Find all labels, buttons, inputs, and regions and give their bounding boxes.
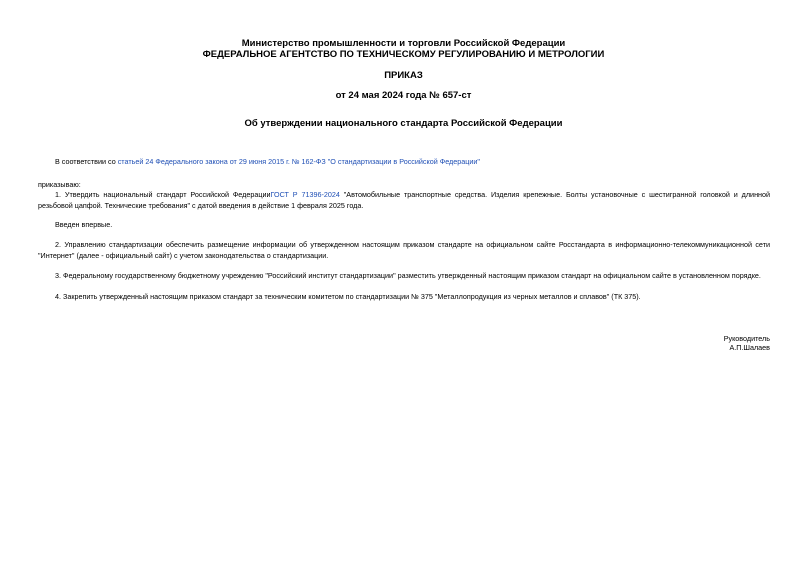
item-1-suffix: "Автомобильные транспортные средства. Изделия крепежные. Болты установочные с шестигранной головкой и длинной резьбовой цапфой. Технические требования" с датой введения в действие 1 февраля 2025 года. xyxy=(38,190,771,210)
item-1-paragraph xyxy=(38,189,770,211)
document-title: Об утверждении национального стандарта Российской Федерации xyxy=(244,118,563,129)
doc-date-number: от 24 мая 2024 года № 657-ст xyxy=(335,90,472,101)
item-4-paragraph: 4. Закрепить утвержденный настоящим приказом стандарт за техническим комитетом по стандартизации № 375 "Металлопродукция из черных металлов и сплавов" (ТК 375). xyxy=(55,292,641,301)
item-1-prefix: 1. Утвердить национальный стандарт Российской Федерации xyxy=(55,190,271,199)
signature-name: А.П.Шалаев xyxy=(729,343,770,352)
preamble-paragraph xyxy=(55,156,770,167)
item-3-paragraph: 3. Федеральному государственному бюджетному учреждению "Российский институт стандартизации" разместить утвержденный настоящим приказом стандарт на официальном сайте в установленном порядке. xyxy=(55,271,761,280)
preamble-prefix: В соответствии со xyxy=(55,157,118,166)
order-word: приказываю: xyxy=(38,180,81,189)
item-2-paragraph: 2. Управлению стандартизации обеспечить размещение информации об утвержденном настоящим приказом стандарте на официальном сайте Росстандарта в информационно-телекоммуникационной сети "Интернет" (далее - официальный сайт) с учетом законодательства о стандартизации. xyxy=(38,240,770,260)
federal-law-link[interactable]: статьей 24 Федерального закона от 29 июня 2015 г. № 162-ФЗ "О стандартизации в Российской Федерации" xyxy=(117,157,480,166)
intro-first-note: Введен впервые. xyxy=(55,220,113,229)
doc-type-heading: ПРИКАЗ xyxy=(384,70,423,81)
gost-standard-link[interactable]: ГОСТ Р 71396-2024 xyxy=(270,190,340,199)
ministry-heading: Министерство промышленности и торговли Российской Федерации xyxy=(241,38,566,49)
signature-role: Руководитель xyxy=(723,334,770,343)
agency-heading: ФЕДЕРАЛЬНОЕ АГЕНТСТВО ПО ТЕХНИЧЕСКОМУ РЕГУЛИРОВАНИЮ И МЕТРОЛОГИИ xyxy=(202,49,605,60)
